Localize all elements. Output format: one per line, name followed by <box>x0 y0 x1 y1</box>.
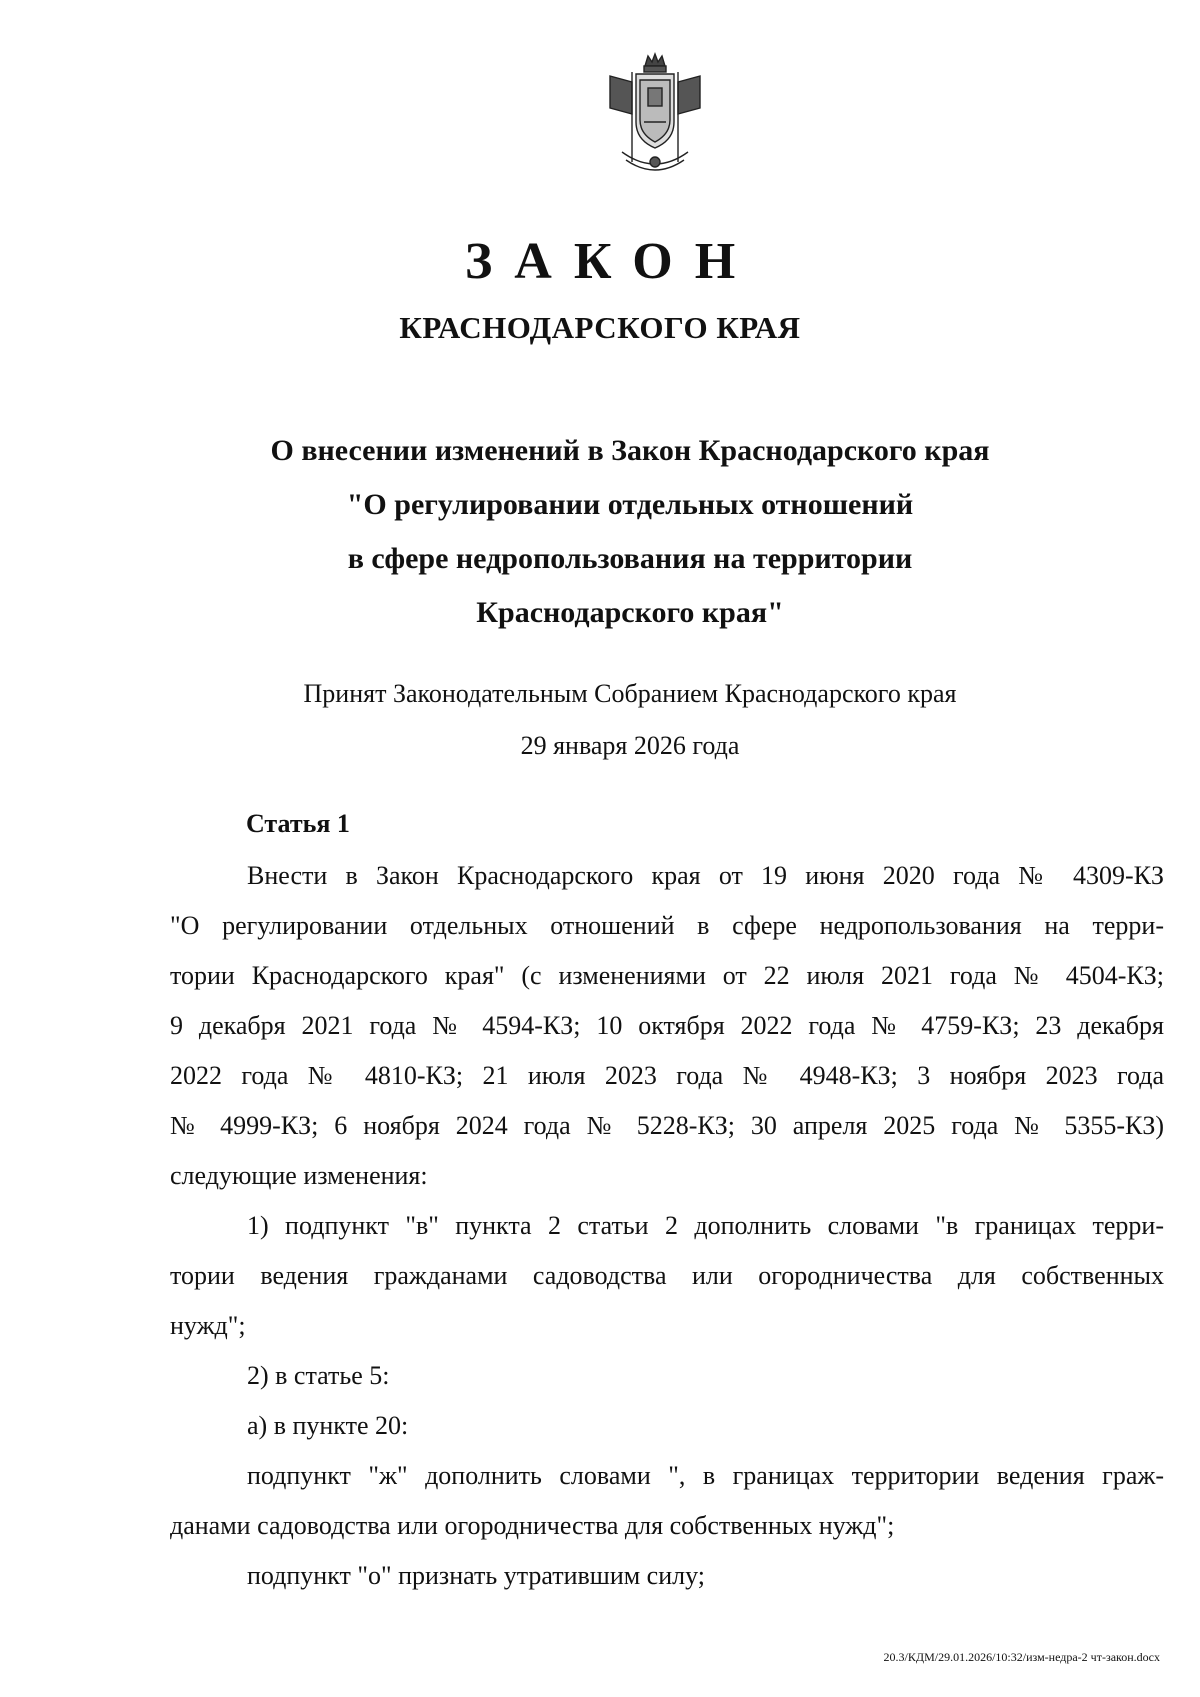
body-line: 1) подпункт "в" пункта 2 статьи 2 дополнить словами "в границах терри- <box>247 1211 1164 1240</box>
heading-line: Краснодарского края" <box>476 596 784 629</box>
article-title: Статья 1 <box>246 809 350 838</box>
body-line: подпункт "о" признать утратившим силу; <box>247 1561 705 1590</box>
body-line: Внести в Закон Краснодарского края от 19 июня 2020 года № 4309-КЗ <box>247 861 1164 890</box>
heading-line: "О регулировании отдельных отношений <box>346 488 914 521</box>
document-subtitle: КРАСНОДАРСКОГО КРАЯ <box>399 310 801 345</box>
document-title: ЗАКОН <box>464 233 758 290</box>
body-line: данами садоводства или огородничества для собственных нужд"; <box>170 1511 895 1540</box>
body-line: 2) в статье 5: <box>247 1361 390 1390</box>
article-body <box>170 851 1164 1601</box>
law-heading <box>180 424 1080 640</box>
body-line: 9 декабря 2021 года № 4594-КЗ; 10 октября 2022 года № 4759-КЗ; 23 декабря <box>170 1011 1164 1040</box>
adoption-line: Принят Законодательным Собранием Краснодарского края <box>303 679 957 708</box>
body-line: следующие изменения: <box>170 1161 428 1190</box>
adoption-date: 29 января 2026 года <box>520 731 740 760</box>
body-line: нужд"; <box>170 1311 246 1340</box>
body-line: № 4999-КЗ; 6 ноября 2024 года № 5228-КЗ; 30 апреля 2025 года № 5355-КЗ) <box>170 1111 1164 1140</box>
body-line: "О регулировании отдельных отношений в сфере недропользования на терри- <box>170 911 1164 940</box>
body-line: тории Краснодарского края" (с изменениями от 22 июля 2021 года № 4504-КЗ; <box>170 961 1164 990</box>
heading-line: О внесении изменений в Закон Краснодарского края <box>270 434 990 467</box>
file-reference-footer: 20.3/КДМ/29.01.2026/10:32/изм-недра-2 чт-закон.docx <box>883 1650 1160 1664</box>
krasnodar-coat-of-arms-icon <box>600 52 710 182</box>
body-line: 2022 года № 4810-КЗ; 21 июля 2023 года № 4948-КЗ; 3 ноября 2023 года <box>170 1061 1164 1090</box>
body-line: тории ведения гражданами садоводства или огородничества для собственных <box>170 1261 1164 1290</box>
body-line: а) в пункте 20: <box>247 1411 409 1440</box>
adoption-note <box>180 668 1080 772</box>
heading-line: в сфере недропользования на территории <box>347 542 913 575</box>
body-line: подпункт "ж" дополнить словами ", в границах территории ведения граж- <box>247 1461 1164 1490</box>
